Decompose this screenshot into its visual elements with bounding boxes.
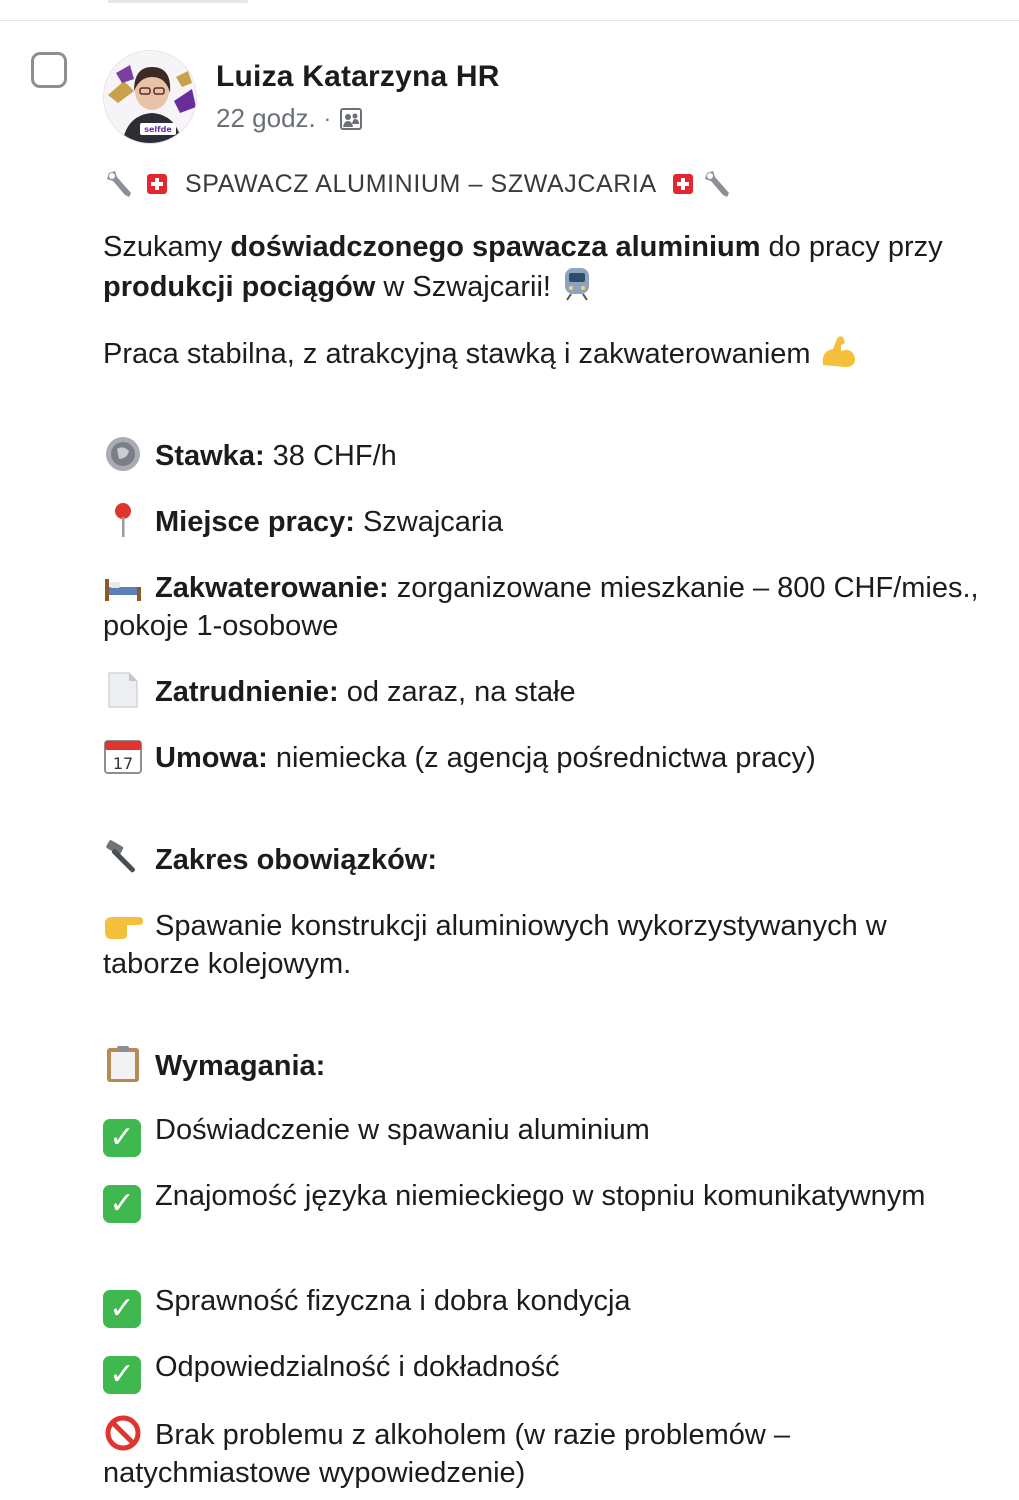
- top-tab-indicator: [108, 0, 248, 3]
- detail-value: zorganizowane mieszkanie – 800 CHF/mies., pokoje 1-osobowe: [103, 572, 979, 642]
- check-icon: ✓: [103, 1290, 141, 1328]
- avatar-badge-text: selfde: [144, 125, 172, 134]
- duty-text: Spawanie konstrukcji aluminiowych wykorzystywanych w taborze kolejowym.: [103, 910, 887, 980]
- bed-icon: [103, 567, 143, 605]
- detail-value: od zaraz, na stałe: [338, 676, 576, 708]
- requirements-title: Wymagania:: [155, 1050, 326, 1082]
- post-meta: [216, 103, 363, 134]
- detail-value: niemiecka (z agencją pośrednictwa pracy): [267, 742, 816, 774]
- clipboard-icon: [103, 1045, 143, 1083]
- avatar[interactable]: [103, 50, 197, 144]
- requirement-item: [103, 1282, 983, 1328]
- check-icon: ✓: [103, 1119, 141, 1157]
- requirement-item: [103, 1111, 983, 1157]
- prohibited-icon: [103, 1414, 143, 1452]
- detail-label: Stawka:: [155, 440, 265, 472]
- audience-icon[interactable]: [339, 107, 363, 131]
- check-icon: ✓: [103, 1185, 141, 1223]
- detail-employment: [103, 671, 983, 711]
- detail-label: Zatrudnienie:: [155, 676, 339, 708]
- detail-contract: [103, 737, 983, 777]
- check-icon: ✓: [103, 1356, 141, 1394]
- intro-bold: doświadczonego spawacza aluminium: [230, 231, 761, 263]
- coin-icon: [103, 435, 143, 473]
- prohibition-text: Brak problemu z alkoholem (w razie problemów – natychmiastowe wypowiedzenie): [103, 1419, 791, 1489]
- meta-separator: ·: [323, 105, 332, 131]
- detail-label: Zakwaterowanie:: [155, 572, 389, 604]
- avatar-image: [104, 51, 197, 144]
- prohibition-item: [103, 1414, 983, 1492]
- intro-bold: produkcji pociągów: [103, 271, 376, 303]
- detail-location: [103, 501, 983, 541]
- detail-accommodation: [103, 567, 983, 645]
- duties-heading: [103, 839, 983, 879]
- calendar-day: 17: [112, 754, 134, 773]
- calendar-icon: [103, 737, 143, 775]
- intro-text: w Szwajcarii!: [375, 271, 551, 303]
- detail-label: Miejsce pracy:: [155, 506, 355, 538]
- swiss-flag-icon: [147, 174, 167, 194]
- detail-value: Szwajcaria: [354, 506, 504, 538]
- swiss-flag-icon: [673, 174, 693, 194]
- headline-text: SPAWACZ ALUMINIUM – SZWAJCARIA: [185, 170, 657, 198]
- requirement-item: [103, 1177, 983, 1223]
- requirement-text: Odpowiedzialność i dokładność: [155, 1351, 560, 1383]
- hammer-icon: [103, 839, 143, 877]
- divider: [0, 20, 1019, 21]
- select-checkbox[interactable]: [31, 52, 67, 88]
- detail-rate: [103, 435, 983, 475]
- requirement-text: Sprawność fizyczna i dobra kondycja: [155, 1285, 631, 1317]
- intro-paragraph: [103, 228, 983, 306]
- author-name[interactable]: Luiza Katarzyna HR: [216, 60, 500, 93]
- document-icon: [103, 671, 143, 709]
- requirement-text: Znajomość języka niemieckiego w stopniu komunikatywnym: [155, 1180, 926, 1212]
- intro-text: Szukamy: [103, 231, 231, 263]
- flexed-biceps-icon: [819, 333, 859, 369]
- requirement-text: Doświadczenie w spawaniu aluminium: [155, 1114, 650, 1146]
- wrench-icon: [103, 167, 137, 201]
- duties-title: Zakres obowiązków:: [155, 844, 438, 876]
- duty-item: [103, 905, 983, 983]
- pin-icon: [103, 501, 143, 539]
- intro-text: do pracy przy: [760, 231, 943, 263]
- post-headline: [103, 165, 983, 203]
- requirements-heading: [103, 1045, 983, 1085]
- pointing-hand-icon: [103, 905, 143, 943]
- detail-label: Umowa:: [155, 742, 268, 774]
- detail-value: 38 CHF/h: [264, 440, 397, 472]
- requirement-item: [103, 1348, 983, 1394]
- offer-text: Praca stabilna, z atrakcyjną stawką i zakwaterowaniem: [103, 338, 811, 370]
- wrench-icon: [701, 167, 735, 201]
- offer-paragraph: [103, 333, 983, 373]
- post-time[interactable]: 22 godz.: [216, 103, 316, 133]
- train-icon: [559, 266, 595, 302]
